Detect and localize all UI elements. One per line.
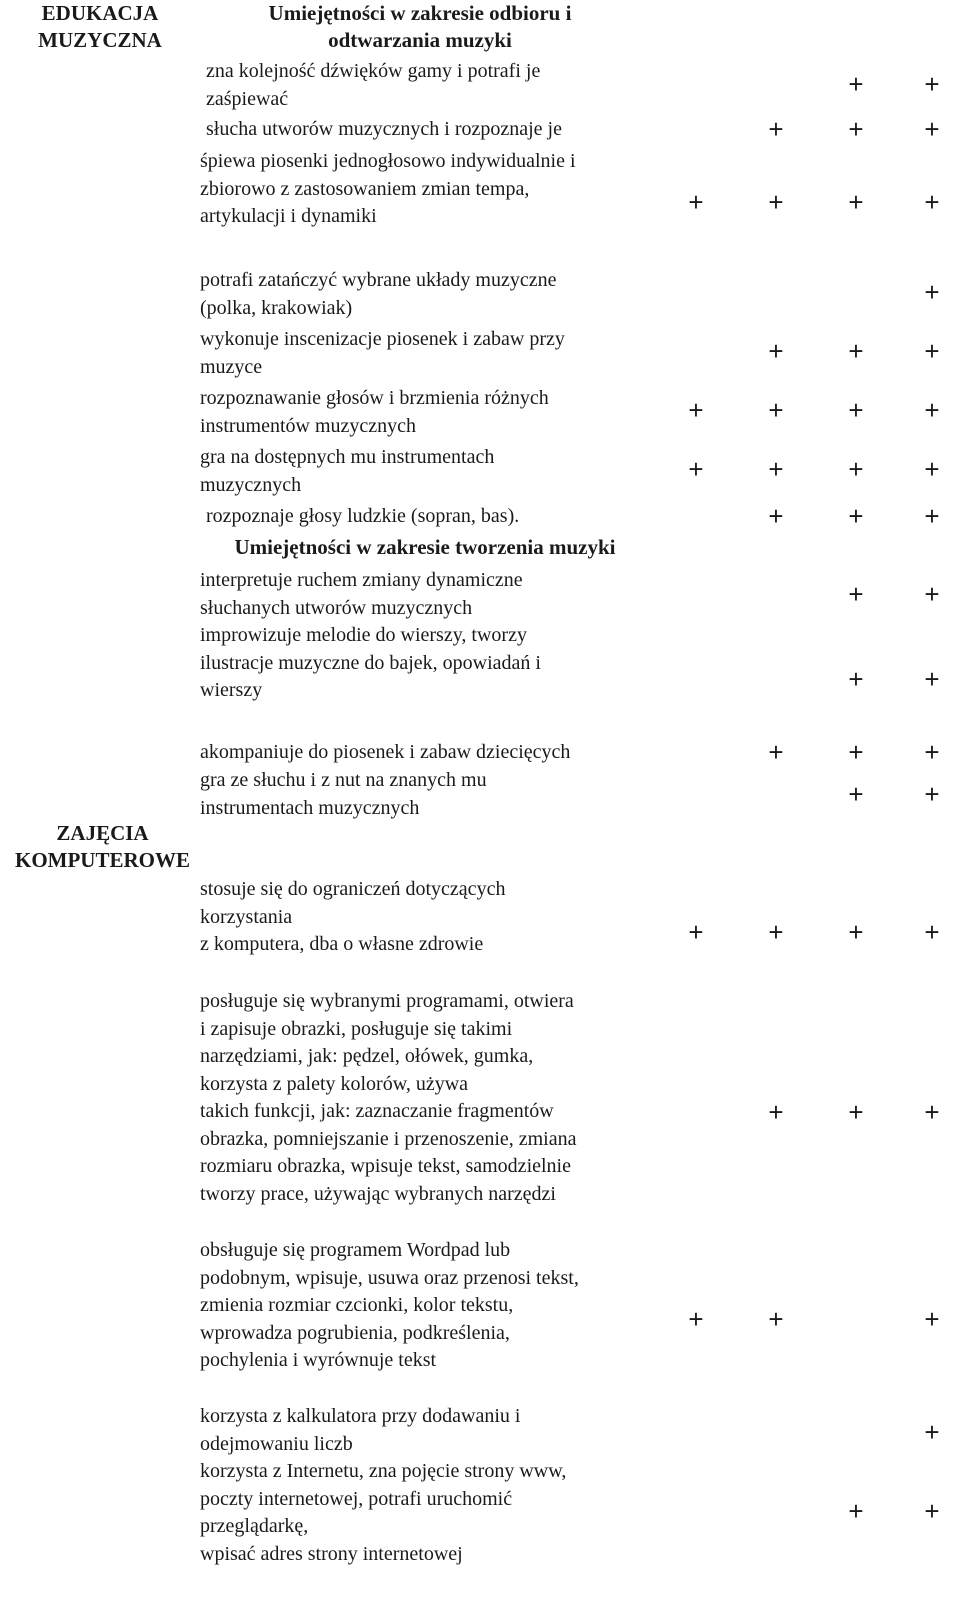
skill-text-line: i zapisuje obrazki, posługuje się takimi: [200, 1017, 513, 1040]
skill-text-line: słucha utworów muzycznych i rozpoznaje je: [206, 118, 562, 140]
plus-mark: +: [924, 579, 940, 609]
skill-marks: [676, 1305, 960, 1333]
plus-mark: +: [848, 1097, 864, 1127]
skill-marks: [676, 665, 960, 693]
skill-text-line: odejmowaniu liczb: [200, 1432, 353, 1455]
plus-mark: +: [848, 1496, 864, 1526]
skill-marks: [676, 1098, 960, 1126]
skill-text-line: rozpoznaje głosy ludzkie (sopran, bas).: [206, 505, 520, 527]
skill-text-line: podobnym, wpisuje, usuwa oraz przenosi tekst,: [200, 1266, 579, 1289]
plus-mark: +: [924, 917, 940, 947]
skill-text-line: wpisać adres strony internetowej: [200, 1542, 463, 1565]
plus-mark: +: [924, 1097, 940, 1127]
plus-mark: +: [848, 395, 864, 425]
plus-mark: +: [768, 501, 784, 531]
section-title-line: ZAJĘCIA: [56, 821, 149, 845]
subheader-line: Umiejętności w zakresie tworzenia muzyki: [234, 535, 616, 559]
plus-mark: +: [924, 277, 940, 307]
skill-text-line: korzysta z kalkulatora przy dodawaniu i: [200, 1405, 521, 1427]
skill-row-text: [206, 116, 676, 144]
section-title-line: EDUKACJA: [41, 1, 159, 25]
skill-text-line: poczty internetowej, potrafi uruchomić: [200, 1487, 513, 1510]
plus-mark: +: [848, 454, 864, 484]
plus-mark: +: [924, 501, 940, 531]
skill-row-text: [200, 739, 670, 767]
skill-marks: [676, 115, 960, 143]
skill-text-line: obrazka, pomniejszanie i przenoszenie, zmiana: [200, 1127, 577, 1150]
skill-marks: [676, 70, 960, 98]
plus-mark: +: [924, 69, 940, 99]
skill-text-line: słuchanych utworów muzycznych: [200, 596, 473, 619]
skill-text-line: tworzy prace, używając wybranych narzędzi: [200, 1182, 556, 1205]
skill-text-line: narzędziami, jak: pędzel, ołówek, gumka,: [200, 1045, 534, 1067]
skill-row-text: [206, 58, 676, 113]
skill-row-text: [200, 148, 670, 231]
skill-text-line: korzysta z Internetu, zna pojęcie strony www,: [200, 1460, 567, 1482]
section-title-line: MUZYCZNA: [38, 28, 162, 52]
plus-mark: +: [848, 579, 864, 609]
skill-row-text: [200, 267, 670, 322]
skill-text-line: korzystania: [200, 905, 293, 928]
plus-mark: +: [924, 737, 940, 767]
skill-text-line: interpretuje ruchem zmiany dynamiczne: [200, 569, 523, 591]
plus-mark: +: [924, 1417, 940, 1447]
skill-row-text: [200, 767, 670, 822]
skill-row-text: [200, 326, 670, 381]
skill-marks: [676, 780, 960, 808]
skill-row-text: [200, 385, 670, 440]
skill-text-line: przeglądarkę,: [200, 1515, 309, 1537]
plus-mark: +: [848, 187, 864, 217]
skill-text-line: posługuje się wybranymi programami, otwiera: [200, 990, 574, 1012]
plus-mark: +: [768, 454, 784, 484]
skill-text-line: stosuje się do ograniczeń dotyczących: [200, 878, 506, 900]
subheader-creation: [205, 534, 645, 561]
plus-mark: +: [768, 395, 784, 425]
skill-text-line: muzycznych: [200, 473, 302, 496]
plus-mark: +: [768, 917, 784, 947]
plus-mark: +: [924, 187, 940, 217]
skill-text-line: korzysta z palety kolorów, używa: [200, 1072, 469, 1095]
plus-mark: +: [924, 664, 940, 694]
skill-text-line: zmienia rozmiar czcionki, kolor tekstu,: [200, 1294, 514, 1316]
skill-text-line: (polka, krakowiak): [200, 296, 353, 319]
plus-mark: +: [688, 395, 704, 425]
plus-mark: +: [688, 454, 704, 484]
skill-row-text: [200, 622, 670, 705]
skill-text-line: muzyce: [200, 355, 263, 378]
skill-text-line: rozpoznawanie głosów i brzmienia różnych: [200, 387, 549, 409]
skill-row-text: [200, 567, 670, 622]
plus-mark: +: [688, 917, 704, 947]
skill-row-text: [200, 1403, 670, 1458]
plus-mark: +: [848, 501, 864, 531]
skill-marks: [676, 1497, 960, 1525]
plus-mark: +: [848, 779, 864, 809]
plus-mark: +: [924, 454, 940, 484]
plus-mark: +: [848, 336, 864, 366]
skill-marks: [676, 1418, 960, 1446]
skill-text-line: zna kolejność dźwięków gamy i potrafi je: [206, 60, 541, 82]
skill-text-line: potrafi zatańczyć wybrane układy muzyczne: [200, 269, 557, 291]
skill-text-line: śpiewa piosenki jednogłosowo indywidualnie i: [200, 150, 576, 172]
section-title-line: KOMPUTEROWE: [14, 848, 190, 872]
skill-text-line: wykonuje inscenizacje piosenek i zabaw przy: [200, 328, 565, 350]
plus-mark: +: [768, 187, 784, 217]
skill-marks: [676, 337, 960, 365]
section-title-computers: [0, 820, 205, 874]
plus-mark: +: [924, 114, 940, 144]
skill-row-text: [200, 1458, 670, 1568]
skill-text-line: improwizuje melodie do wierszy, tworzy: [200, 624, 527, 646]
subheader-line: odtwarzania muzyki: [328, 28, 512, 52]
skill-text-line: obsługuje się programem Wordpad lub: [200, 1239, 511, 1261]
skill-text-line: rozmiaru obrazka, wpisuje tekst, samodzielnie: [200, 1155, 571, 1177]
skill-text-line: akompaniuje do piosenek i zabaw dziecięcych: [200, 741, 571, 763]
plus-mark: +: [924, 1496, 940, 1526]
plus-mark: +: [768, 737, 784, 767]
skill-text-line: zbiorowo z zastosowaniem zmian tempa,: [200, 177, 530, 200]
subheader-reception: [210, 0, 630, 54]
plus-mark: +: [848, 69, 864, 99]
skill-marks: [676, 278, 960, 306]
plus-mark: +: [848, 114, 864, 144]
plus-mark: +: [768, 114, 784, 144]
skill-text-line: pochylenia i wyrównuje tekst: [200, 1349, 437, 1371]
skill-text-line: wierszy: [200, 679, 263, 701]
skill-text-line: gra ze słuchu i z nut na znanych mu: [200, 769, 487, 791]
skill-text-line: ilustracje muzyczne do bajek, opowiadań i: [200, 651, 541, 674]
skill-text-line: artykulacji i dynamiki: [200, 205, 377, 227]
plus-mark: +: [848, 917, 864, 947]
skill-text-line: zaśpiewać: [206, 87, 289, 110]
plus-mark: +: [768, 1097, 784, 1127]
skill-row-text: [206, 503, 676, 531]
skill-marks: [676, 738, 960, 766]
skill-text-line: instrumentach muzycznych: [200, 796, 420, 819]
skill-row-text: [200, 988, 670, 1208]
skill-marks: [676, 502, 960, 530]
skill-text-line: gra na dostępnych mu instrumentach: [200, 446, 495, 468]
skill-marks: [676, 580, 960, 608]
plus-mark: +: [924, 779, 940, 809]
skill-text-line: z komputera, dba o własne zdrowie: [200, 933, 484, 955]
plus-mark: +: [924, 395, 940, 425]
skill-marks: [676, 455, 960, 483]
plus-mark: +: [688, 187, 704, 217]
skill-text-line: instrumentów muzycznych: [200, 414, 417, 437]
subheader-line: Umiejętności w zakresie odbioru i: [268, 1, 572, 25]
skill-text-line: takich funkcji, jak: zaznaczanie fragmentów: [200, 1100, 554, 1122]
plus-mark: +: [768, 1304, 784, 1334]
plus-mark: +: [768, 336, 784, 366]
skill-row-text: [200, 1237, 670, 1375]
plus-mark: +: [924, 1304, 940, 1334]
plus-mark: +: [848, 664, 864, 694]
skill-marks: [676, 918, 960, 946]
plus-mark: +: [848, 737, 864, 767]
skill-row-text: [200, 876, 670, 959]
skill-marks: [676, 396, 960, 424]
skill-text-line: wprowadza pogrubienia, podkreślenia,: [200, 1321, 510, 1344]
skill-marks: [676, 188, 960, 216]
plus-mark: +: [924, 336, 940, 366]
plus-mark: +: [688, 1304, 704, 1334]
section-title-music: [20, 0, 180, 54]
skill-row-text: [200, 444, 670, 499]
